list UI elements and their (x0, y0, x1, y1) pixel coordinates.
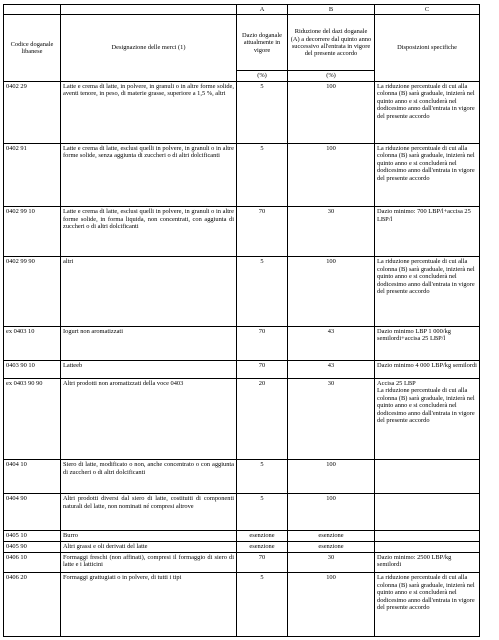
code-cell: 0402 99 90 (4, 257, 61, 326)
table-row (4, 541, 480, 552)
designation-cell: Latte e crema di latte, in polvere, in granuli o in altre forme solide, aventi tenore, in peso, di materie grasse, superiore a 1,5 %, altri (61, 81, 237, 143)
designation-cell: Formaggi grattugiati o in polvere, di tutti i tipi (61, 573, 237, 637)
table-row (4, 378, 480, 460)
code-cell: 0402 91 (4, 143, 61, 207)
duty-cell: 20 (237, 378, 288, 460)
table-body (4, 81, 480, 636)
tariff-table (3, 4, 480, 637)
designation-cell: Latte e crema di latte, esclusi quelli in polvere, in granuli o in altre forme solide, senza aggiunta di zuccheri o di altri dolcificanti (61, 143, 237, 207)
designation-cell: Siero di latte, modificato o non, anche concentrato o con aggiunta di zuccheri o di altri dolcificanti (61, 460, 237, 494)
code-cell: 0406 20 (4, 573, 61, 637)
provisions-cell: La riduzione percentuale di cui alla colonna (B) sarà graduale, inizierà nel quinto anno e si concluderà nel dodicesimo anno dall'entrata in vigore del presente accordo (375, 143, 480, 207)
duty-cell: 5 (237, 494, 288, 530)
table-header (4, 5, 480, 82)
code-cell: ex 0403 90 90 (4, 378, 61, 460)
provisions-cell: La riduzione percentuale di cui alla colonna (B) sarà graduale, inizierà nel quinto anno e si concluderà nel dodicesimo anno dall'entrata in vigore del presente accordo (375, 257, 480, 326)
code-column-header: Codice doganale libanese (4, 15, 61, 81)
reduction-cell: esenzione (288, 541, 375, 552)
reduction-cell: 100 (288, 573, 375, 637)
code-cell: 0406 10 (4, 552, 61, 572)
code-cell: 0402 99 10 (4, 207, 61, 257)
reduction-cell: 100 (288, 81, 375, 143)
reduction-cell: 100 (288, 257, 375, 326)
provisions-cell (375, 494, 480, 530)
column-letter-c: C (375, 5, 480, 15)
table-row (4, 257, 480, 326)
reduction-cell: 30 (288, 552, 375, 572)
designation-cell: Formaggi freschi (non affinati), compresi il formaggio di siero di latte e i latticini (61, 552, 237, 572)
provisions-cell: Dazio minimo: 700 LBP/l+accisa 25 LBP/l (375, 207, 480, 257)
col-a-unit: (%) (237, 71, 288, 81)
table-row (4, 360, 480, 378)
duty-cell: esenzione (237, 541, 288, 552)
duty-cell: 5 (237, 573, 288, 637)
reduction-cell: 43 (288, 326, 375, 360)
designation-cell: Latteeb (61, 360, 237, 378)
code-cell: 0405 90 (4, 541, 61, 552)
duty-cell: 5 (237, 143, 288, 207)
column-letter-row (4, 5, 480, 15)
table-row (4, 207, 480, 257)
column-title-row (4, 15, 480, 71)
code-cell: 0405 10 (4, 530, 61, 541)
code-cell: 0404 90 (4, 494, 61, 530)
reduction-cell: esenzione (288, 530, 375, 541)
table-row (4, 573, 480, 637)
reduction-cell: 30 (288, 378, 375, 460)
designation-column-header: Designazione delle merci (1) (61, 15, 237, 81)
designation-cell: Latte e crema di latte, esclusi quelli in polvere, in granuli o in altre forme solide, in forma liquida, non concentrati, con aggiunta di zuccheri o di altri dolcificanti (61, 207, 237, 257)
code-cell: 0402 29 (4, 81, 61, 143)
table-row (4, 530, 480, 541)
designation-cell: Iogurt non aromatizzati (61, 326, 237, 360)
provisions-cell: Dazio minimo LBP 1 000/kg semilordi+accisa 25 LBP/l (375, 326, 480, 360)
reduction-cell: 100 (288, 460, 375, 494)
provisions-cell: Accisa 25 LBP La riduzione percentuale di cui alla colonna (B) sarà graduale, inizierà nel quinto anno e si concluderà nel dodicesimo anno dall'entrata in vigore del presente accordo (375, 378, 480, 460)
col-b-header: Riduzione del dazi doganale (A) a decorrere dal quinto anno successivo all'entrata in vigore del presente accordo (288, 15, 375, 71)
empty-header-cell (61, 5, 237, 15)
reduction-cell: 43 (288, 360, 375, 378)
table-row (4, 326, 480, 360)
column-letter-b: B (288, 5, 375, 15)
duty-cell: 70 (237, 360, 288, 378)
duty-cell: esenzione (237, 530, 288, 541)
duty-cell: 70 (237, 552, 288, 572)
code-cell: 0404 10 (4, 460, 61, 494)
duty-cell: 5 (237, 81, 288, 143)
provisions-cell: Dazio minimo: 2500 LBP/kg semilordi (375, 552, 480, 572)
duty-cell: 70 (237, 207, 288, 257)
col-a-header: Dazio doganale attualmente in vigore (237, 15, 288, 71)
table-row (4, 494, 480, 530)
duty-cell: 5 (237, 460, 288, 494)
provisions-cell (375, 530, 480, 541)
designation-cell: Altri prodotti diversi dal siero di latte, costituiti di componenti naturali del latte, non nominati né compresi altrove (61, 494, 237, 530)
provisions-cell: La riduzione percentuale di cui alla colonna (B) sarà graduale, inizierà nel quinto anno e si concluderà nel dodicesimo anno dall'entrata in vigore del presente accordo (375, 573, 480, 637)
duty-cell: 5 (237, 257, 288, 326)
table-row (4, 81, 480, 143)
col-c-header: Disposizioni specifiche (375, 15, 480, 81)
provisions-cell (375, 460, 480, 494)
duty-cell: 70 (237, 326, 288, 360)
empty-header-cell (4, 5, 61, 15)
provisions-cell (375, 541, 480, 552)
column-letter-a: A (237, 5, 288, 15)
code-cell: 0403 90 10 (4, 360, 61, 378)
designation-cell: Burro (61, 530, 237, 541)
reduction-cell: 100 (288, 494, 375, 530)
code-cell: ex 0403 10 (4, 326, 61, 360)
reduction-cell: 30 (288, 207, 375, 257)
reduction-cell: 100 (288, 143, 375, 207)
designation-cell: Altri prodotti non aromatizzati della voce 0403 (61, 378, 237, 460)
col-b-unit: (%) (288, 71, 375, 81)
table-row (4, 552, 480, 572)
table-row (4, 460, 480, 494)
provisions-cell: Dazio minimo 4 000 LBP/kg semilordi (375, 360, 480, 378)
designation-cell: Altri grassi e oli derivati del latte (61, 541, 237, 552)
designation-cell: altri (61, 257, 237, 326)
table-row (4, 143, 480, 207)
provisions-cell: La riduzione percentuale di cui alla colonna (B) sarà graduale, inizierà nel quinto anno e si concluderà nel dodicesimo anno dall'entrata in vigore del presente accordo (375, 81, 480, 143)
